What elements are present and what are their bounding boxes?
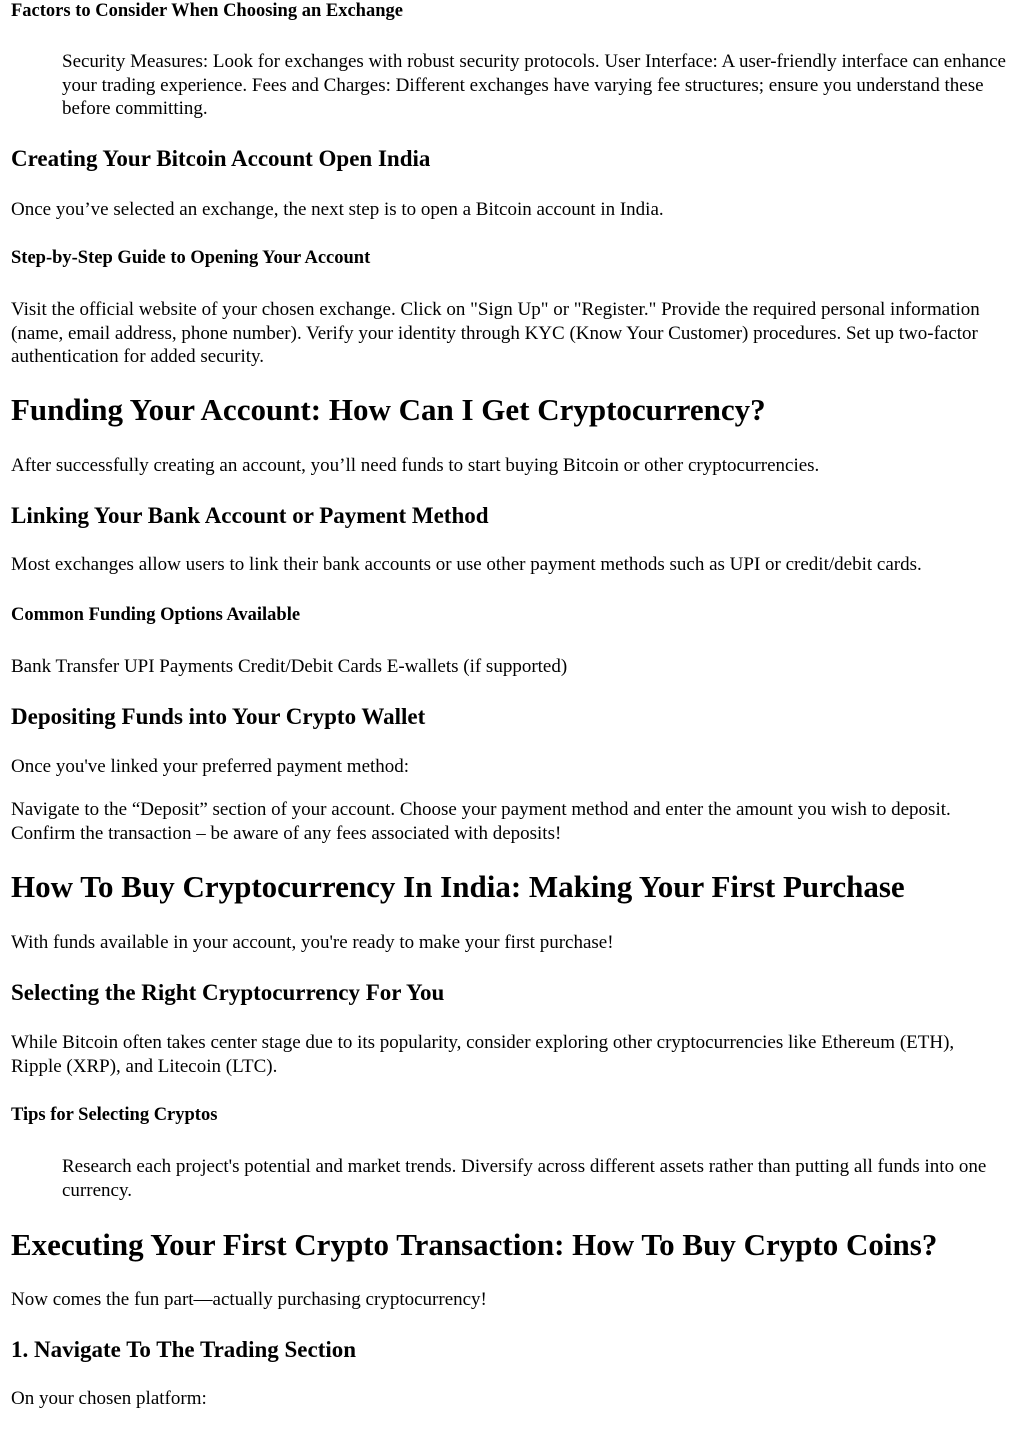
paragraph-step-by-step: Visit the official website of your chosen exchange. Click on "Sign Up" or "Register." Provide the required personal information (name, email address, phone number). Verify your identity through KYC (Know Your Customer) procedures. Set up two-factor authentication for added security. bbox=[11, 299, 980, 367]
heading-linking: Linking Your Bank Account or Payment Method bbox=[11, 503, 489, 528]
heading-selecting: Selecting the Right Cryptocurrency For You bbox=[11, 980, 445, 1005]
paragraph-linking: Most exchanges allow users to link their bank accounts or use other payment methods such as UPI or credit/debit cards. bbox=[11, 554, 922, 575]
paragraph-depositing-steps: Navigate to the “Deposit” section of your account. Choose your payment method and enter the amount you wish to deposit. Confirm the transaction – be aware of any fees associated with deposits! bbox=[11, 799, 951, 844]
heading-navigate: 1. Navigate To The Trading Section bbox=[11, 1337, 357, 1362]
paragraph-tips: Research each project's potential and market trends. Diversify across different assets rather than putting all funds into one currency. bbox=[62, 1156, 987, 1201]
paragraph-depositing-intro: Once you've linked your preferred payment method: bbox=[11, 756, 410, 777]
heading-depositing: Depositing Funds into Your Crypto Wallet bbox=[11, 704, 426, 729]
heading-funding: Funding Your Account: How Can I Get Cryptocurrency? bbox=[11, 392, 766, 427]
paragraph-how-to-buy: With funds available in your account, you're ready to make your first purchase! bbox=[11, 932, 614, 953]
paragraph-funding: After successfully creating an account, you’ll need funds to start buying Bitcoin or other cryptocurrencies. bbox=[11, 455, 820, 476]
paragraph-factors: Security Measures: Look for exchanges with robust security protocols. User Interface: A user-friendly interface can enhance your trading experience. Fees and Charges: Different exchanges have varying fee structures; ensure you understand these before committing. bbox=[62, 51, 1006, 119]
heading-funding-options: Common Funding Options Available bbox=[11, 605, 301, 625]
heading-step-by-step: Step-by-Step Guide to Opening Your Account bbox=[11, 248, 371, 268]
heading-how-to-buy: How To Buy Cryptocurrency In India: Making Your First Purchase bbox=[11, 869, 905, 904]
paragraph-funding-options: Bank Transfer UPI Payments Credit/Debit Cards E-wallets (if supported) bbox=[11, 656, 568, 677]
heading-factors: Factors to Consider When Choosing an Exchange bbox=[11, 1, 403, 21]
heading-creating-account: Creating Your Bitcoin Account Open India bbox=[11, 146, 431, 171]
paragraph-executing: Now comes the fun part—actually purchasing cryptocurrency! bbox=[11, 1289, 487, 1310]
heading-executing: Executing Your First Crypto Transaction: How To Buy Crypto Coins? bbox=[11, 1227, 938, 1262]
paragraph-navigate: On your chosen platform: bbox=[11, 1388, 207, 1409]
heading-tips: Tips for Selecting Cryptos bbox=[11, 1105, 218, 1125]
paragraph-creating-account: Once you’ve selected an exchange, the next step is to open a Bitcoin account in India. bbox=[11, 199, 664, 220]
paragraph-selecting: While Bitcoin often takes center stage due to its popularity, consider exploring other cryptocurrencies like Ethereum (ETH), Ripple (XRP), and Litecoin (LTC). bbox=[11, 1032, 955, 1077]
